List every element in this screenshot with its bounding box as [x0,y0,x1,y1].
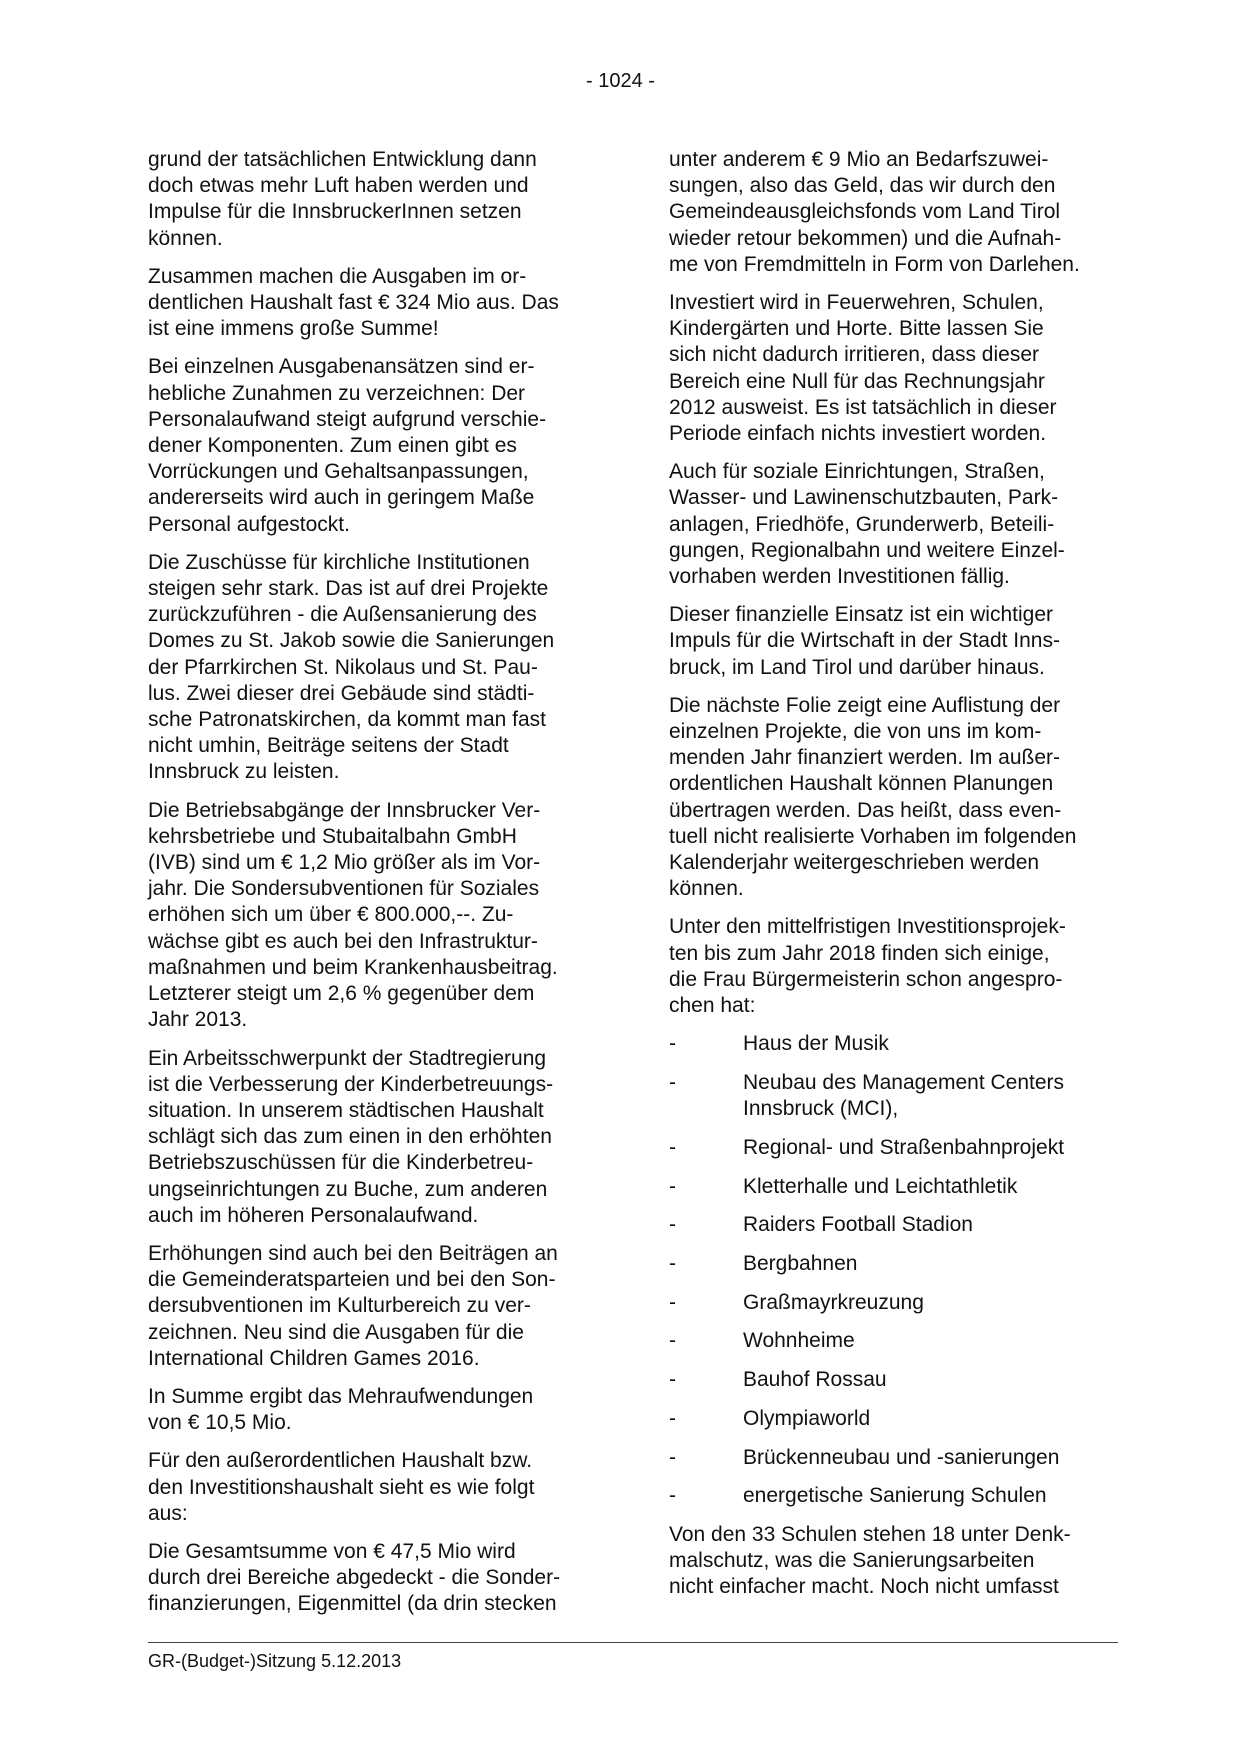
paragraph: Von den 33 Schulen stehen 18 unter Denk- malschutz, was die Sanierungsarbeiten nicht einfacher macht. Noch nicht umfasst [669,1522,1071,1599]
list-item [669,1328,1129,1354]
list-item-text: Regional- und Straßenbahnprojekt [743,1135,1065,1159]
paragraph: Für den außerordentlichen Haushalt bzw. den Investitionshaushalt sieht es wie folgt aus: [148,1449,535,1525]
list-item [669,1212,1129,1238]
list-dash: - [669,1135,676,1159]
list-dash: - [669,1252,676,1276]
paragraph: Die Gesamtsumme von € 47,5 Mio wird durch drei Bereiche abgedeckt - die Sonder- finanzierungen, Eigenmittel (da drin stecken [148,1539,561,1616]
list-item-text: Bauhof Rossau [743,1368,887,1392]
list-item [669,1483,1129,1509]
list-item [669,1251,1129,1277]
list-item [669,1174,1129,1200]
project-list [669,1031,1129,1509]
paragraph: Auch für soziale Einrichtungen, Straßen, Wasser- und Lawinenschutzbauten, Park- anlagen, Friedhöfe, Grunderwerb, Beteili- gungen, Regionalbahn und weitere Einzel- vorhaben werden Investitionen fällig. [669,460,1065,589]
right-column [669,147,1129,1613]
footer-divider [148,1642,1118,1643]
list-dash: - [669,1290,676,1314]
list-item-text: Haus der Musik [743,1032,889,1056]
list-dash: - [669,1445,676,1469]
list-item-text: Bergbahnen [743,1252,858,1276]
list-dash: - [669,1071,676,1094]
list-item [669,1070,1129,1122]
list-item [669,1290,1129,1316]
list-dash: - [669,1368,676,1392]
paragraph: Ein Arbeitsschwerpunkt der Stadtregierung ist die Verbesserung der Kinderbetreuungs- situation. In unserem städtischen Haushalt schlägt sich das zum einen in den erhöhten Betriebszuschüssen für die Kinderbetreu- ungseinrichtungen zu Buche, zum anderen auch im höheren Personalaufwand. [148,1046,554,1227]
list-item [669,1445,1129,1471]
paragraph: Unter den mittelfristigen Investitionsprojek- ten bis zum Jahr 2018 finden sich einige, die Frau Bürgermeisterin schon angespro- chen hat: [669,915,1066,1018]
list-item-text: Neubau des Management Centers Innsbruck (MCI), [743,1071,1065,1121]
paragraph: In Summe ergibt das Mehraufwendungen von € 10,5 Mio. [148,1384,534,1435]
list-item [669,1406,1129,1432]
list-item-text: Brückenneubau und -sanierungen [743,1445,1060,1469]
list-item [669,1031,1129,1057]
list-item [669,1135,1129,1161]
paragraph: Erhöhungen sind auch bei den Beiträgen an die Gemeinderatsparteien und bei den Son- dersubventionen im Kulturbereich zu ver- zeichnen. Neu sind die Ausgaben für die International Children Games 2016. [148,1241,558,1370]
paragraph: unter anderem € 9 Mio an Bedarfszuwei- sungen, also das Geld, das wir durch den Gemeindeausgleichsfonds vom Land Tirol wieder retour bekommen) und die Aufnah- me von Fremdmitteln in Form von Darlehen. [669,148,1080,276]
list-item-text: Wohnheime [743,1329,855,1353]
paragraph: grund der tatsächlichen Entwicklung dann doch etwas mehr Luft haben werden und Impulse für die InnsbruckerInnen setzen können. [148,148,537,250]
list-item-text: Graßmayrkreuzung [743,1290,924,1314]
list-item [669,1367,1129,1393]
paragraph: Die Zuschüsse für kirchliche Institutionen steigen sehr stark. Das ist auf drei Projekte zurückzuführen - die Außensanierung des Domes zu St. Jakob sowie die Sanierungen der Pfarrkirchen St. Nikolaus und St. Pau- lus. Zwei dieser drei Gebäude sind städti- sche Patronatskirchen, da kommt man fast nicht umhin, Beiträge seitens der Stadt Innsbruck zu leisten. [148,550,555,784]
list-dash: - [669,1484,676,1508]
list-item-text: Kletterhalle und Leichtathletik [743,1174,1018,1198]
paragraph: Dieser finanzielle Einsatz ist ein wichtiger Impuls für die Wirtschaft in der Stadt Inns- bruck, im Land Tirol und darüber hinaus. [669,603,1060,679]
list-dash: - [669,1032,676,1056]
paragraph: Die Betriebsabgänge der Innsbrucker Ver- kehrsbetriebe und Stubaitalbahn GmbH (IVB) sind um € 1,2 Mio größer als im Vor- jahr. Die Sondersubventionen für Soziales erhöhen sich um über € 800.000,--. Zu- wächse gibt es auch bei den Infrastruktur- maßnahmen und beim Krankenhausbeitrag. Letzterer steigt um 2,6 % gegenüber dem Jahr 2013. [148,798,558,1032]
paragraph: Zusammen machen die Ausgaben im or- dentlichen Haushalt fast € 324 Mio aus. Das ist eine immens große Summe! [148,264,559,341]
footer-text: GR-(Budget-)Sitzung 5.12.2013 [148,1651,402,1671]
list-item-text: energetische Sanierung Schulen [743,1484,1047,1508]
list-dash: - [669,1213,676,1237]
list-dash: - [669,1329,676,1353]
paragraph: Investiert wird in Feuerwehren, Schulen, Kindergärten und Horte. Bitte lassen Sie sich nicht dadurch irritieren, dass dieser Bereich eine Null für das Rechnungsjahr 2012 ausweist. Es ist tatsächlich in dieser Periode einfach nichts investiert worden. [669,291,1057,446]
list-dash: - [669,1406,676,1430]
list-item-text: Raiders Football Stadion [743,1213,973,1237]
page-number: - 1024 - [586,70,655,92]
list-dash: - [669,1174,676,1198]
paragraph: Die nächste Folie zeigt eine Auflistung der einzelnen Projekte, die von uns im kom- menden Jahr finanziert werden. Im außer- ordentlichen Haushalt können Planungen übertragen werden. Das heißt, dass even- tuell nicht realisierte Vorhaben im folgenden Kalenderjahr weitergeschrieben werden können. [669,693,1077,901]
list-item-text: Olympiaworld [743,1406,871,1430]
paragraph: Bei einzelnen Ausgabenansätzen sind er- hebliche Zunahmen zu verzeichnen: Der Personalaufwand steigt aufgrund verschie- dener Komponenten. Zum einen gibt es Vorrückungen und Gehaltsanpassungen, andererseits wird auch in geringem Maße Personal aufgestockt. [148,355,547,536]
left-column [148,147,603,1630]
